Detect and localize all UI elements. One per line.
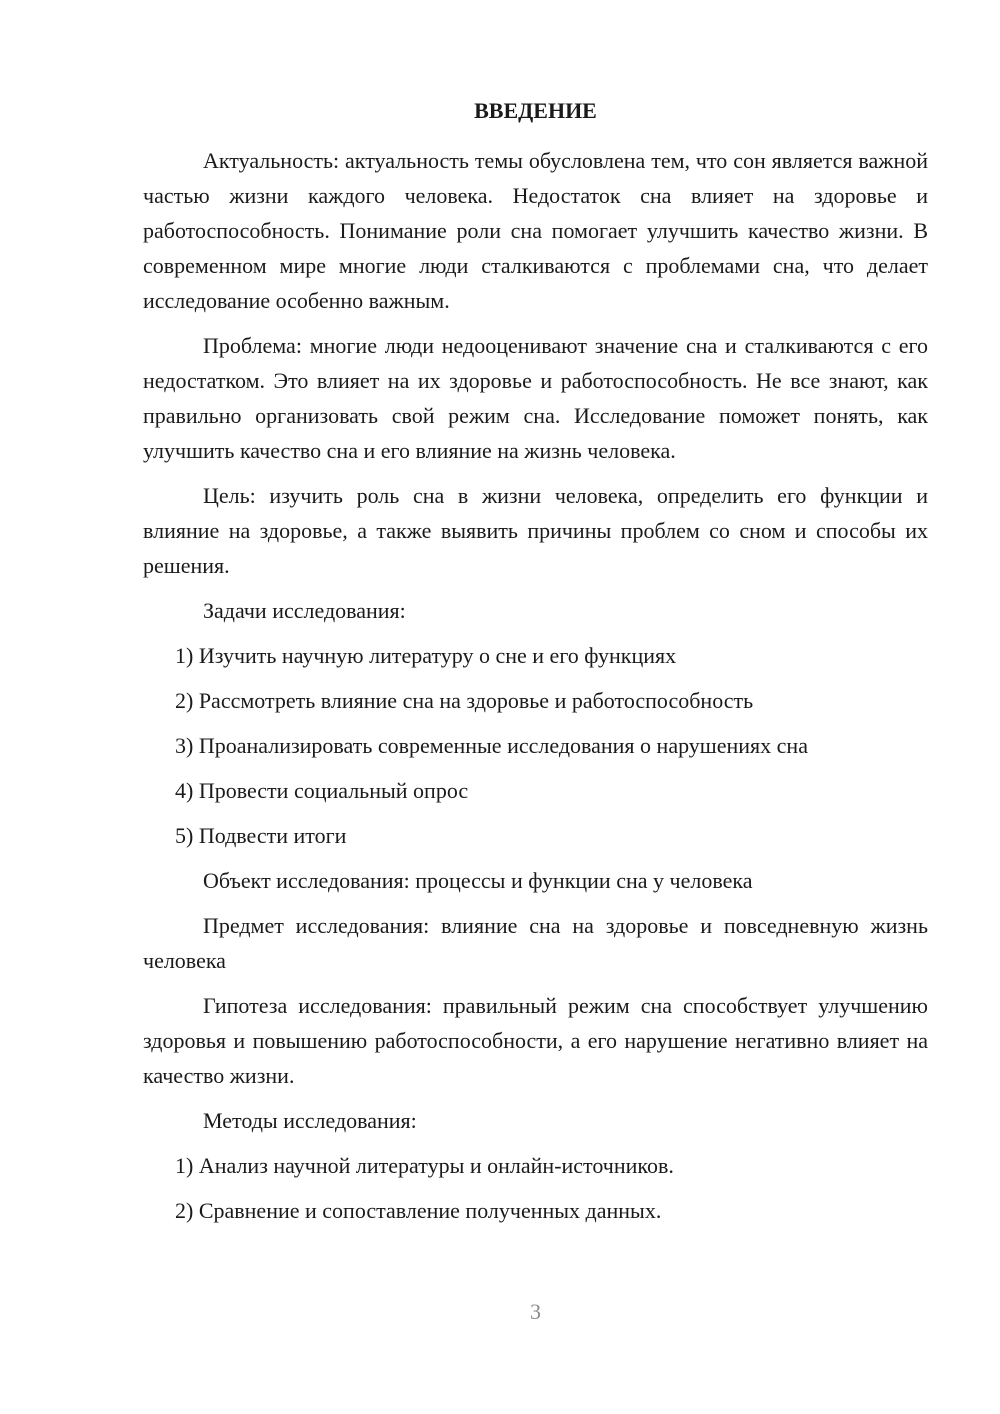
task-item-5: 5) Подвести итоги bbox=[175, 823, 347, 848]
hypothesis-paragraph: Гипотеза исследования: правильный режим сна способствует улучшению здоровья и повышению работоспособности, а его нарушение негативно влияет на качество жизни. bbox=[143, 993, 928, 1088]
page-number: 3 bbox=[530, 1299, 541, 1324]
subject-paragraph: Предмет исследования: влияние сна на здоровье и повседневную жизнь человека bbox=[143, 913, 928, 973]
task-item-1: 1) Изучить научную литературу о сне и его функциях bbox=[175, 643, 677, 668]
relevance-paragraph: Актуальность: актуальность темы обусловлена тем, что сон является важной частью жизни каждого человека. Недостаток сна влияет на здоровье и работоспособность. Понимание роли сна помогает улучшить качество жизни. В современном мире многие люди сталкиваются с проблемами сна, что делает исследование особенно важным. bbox=[143, 148, 928, 313]
goal-paragraph: Цель: изучить роль сна в жизни человека, определить его функции и влияние на здоровье, а также выявить причины проблем со сном и способы их решения. bbox=[143, 483, 928, 578]
object-paragraph: Объект исследования: процессы и функции сна у человека bbox=[203, 868, 753, 893]
task-item-2: 2) Рассмотреть влияние сна на здоровье и работоспособность bbox=[175, 688, 754, 713]
document-body bbox=[143, 143, 928, 1238]
method-item-2: 2) Сравнение и сопоставление полученных данных. bbox=[175, 1198, 662, 1223]
section-title: ВВЕДЕНИЕ bbox=[474, 98, 597, 123]
task-item-3: 3) Проанализировать современные исследования о нарушениях сна bbox=[175, 733, 808, 758]
tasks-heading: Задачи исследования: bbox=[203, 598, 406, 623]
methods-heading: Методы исследования: bbox=[203, 1108, 417, 1133]
task-item-4: 4) Провести социальный опрос bbox=[175, 778, 469, 803]
problem-paragraph: Проблема: многие люди недооценивают значение сна и сталкиваются с его недостатком. Это влияет на их здоровье и работоспособность. Не все знают, как правильно организовать свой режим сна. Исследование поможет понять, как улучшить качество сна и его влияние на жизнь человека. bbox=[143, 333, 928, 463]
method-item-1: 1) Анализ научной литературы и онлайн-источников. bbox=[175, 1153, 674, 1178]
